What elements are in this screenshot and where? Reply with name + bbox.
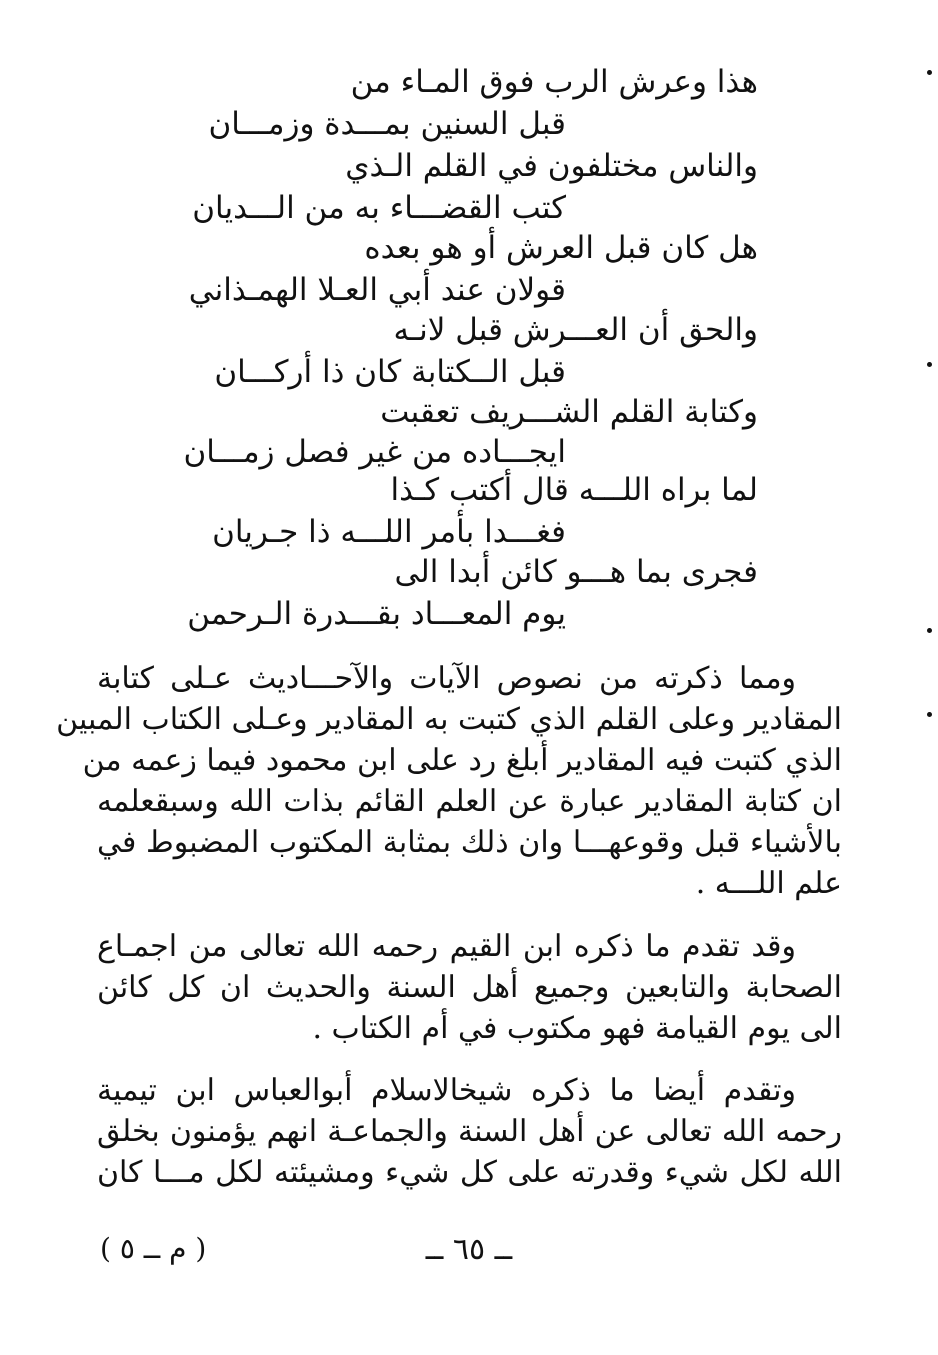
margin-mark: [927, 70, 932, 75]
verse-line: قبل السنين بمـــدة وزمـــان: [208, 106, 566, 142]
verse-line: كتب القضـــاء به من الـــديان: [192, 190, 566, 226]
text-line: الى يوم القيامة فهو مكتوب في أم الكتاب .: [312, 1011, 842, 1046]
verse-line: فغـــدا بأمر اللـــه ذا جـريان: [212, 514, 566, 550]
verse-line: هذا وعرش الرب فوق المـاء من: [350, 64, 758, 100]
paragraph-2: [97, 926, 842, 1049]
text-line: الذي كتبت فيه المقادير أبلغ رد على ابن محمود فيما زعمه من: [82, 743, 842, 778]
verse-line: فجرى بما هـــو كائن أبدا الى: [394, 554, 758, 590]
text-line: الله لكل شيء وقدرته على كل شيء ومشيئته لكل مـــا كان: [97, 1155, 842, 1190]
verse-line: يوم المعـــاد بقـــدرة الـرحمن: [187, 596, 566, 632]
paragraph-1: [56, 658, 842, 904]
verse-line: لما براه اللـــه قال أكتب كـذا: [390, 472, 758, 508]
verse-line: والحق أن العـــرش قبل لانـه: [393, 312, 758, 348]
text-line: وقد تقدم ما ذكره ابن القيم رحمه الله تعالى من اجمـاع: [97, 929, 796, 964]
text-line: بالأشياء قبل وقوعهـــا وان ذلك بمثابة المكتوب المضبوط في: [97, 825, 842, 860]
verse-line: قولان عند أبي العـلا الهمـذاني: [188, 272, 566, 308]
verse-line: والناس مختلفون في القلم الـذي: [345, 148, 758, 184]
text-line: الصحابة والتابعين وجميع أهل السنة والحديث ان كل كائن: [97, 970, 842, 1005]
verse-line: ايجـــاده من غير فصل زمـــان: [183, 434, 566, 470]
paragraph-3: [97, 1070, 842, 1193]
text-line: ومما ذكرته من نصوص الآيات والآحـــاديث عـلى كتابة: [97, 661, 796, 696]
margin-mark: [927, 628, 932, 633]
text-line: المقادير وعلى القلم الذي كتبت به المقادير وعـلى الكتاب المبين: [56, 702, 842, 737]
signature-mark: ( م ــ ٥ ): [100, 1232, 207, 1265]
text-line: علم اللـــه .: [695, 866, 842, 901]
verse-line: هل كان قبل العرش أو هو بعده: [364, 230, 758, 266]
verse-line: وكتابة القلم الشـــريف تعقبت: [380, 394, 758, 430]
text-line: وتقدم أيضا ما ذكره شيخالاسلام أبوالعباس ابن تيمية: [97, 1073, 796, 1108]
margin-mark: [927, 712, 932, 717]
text-line: رحمه الله تعالى عن أهل السنة والجماعـة انهم يؤمنون بخلق: [97, 1114, 842, 1149]
verse-line: قبل الــكتابة كان ذا أركـــان: [214, 354, 566, 390]
text-line: ان كتابة المقادير عبارة عن العلم القائم بذات الله وسبقعلمه: [97, 784, 842, 819]
margin-mark: [927, 362, 932, 367]
page-number: ــ ٦٥ ــ: [425, 1232, 513, 1267]
